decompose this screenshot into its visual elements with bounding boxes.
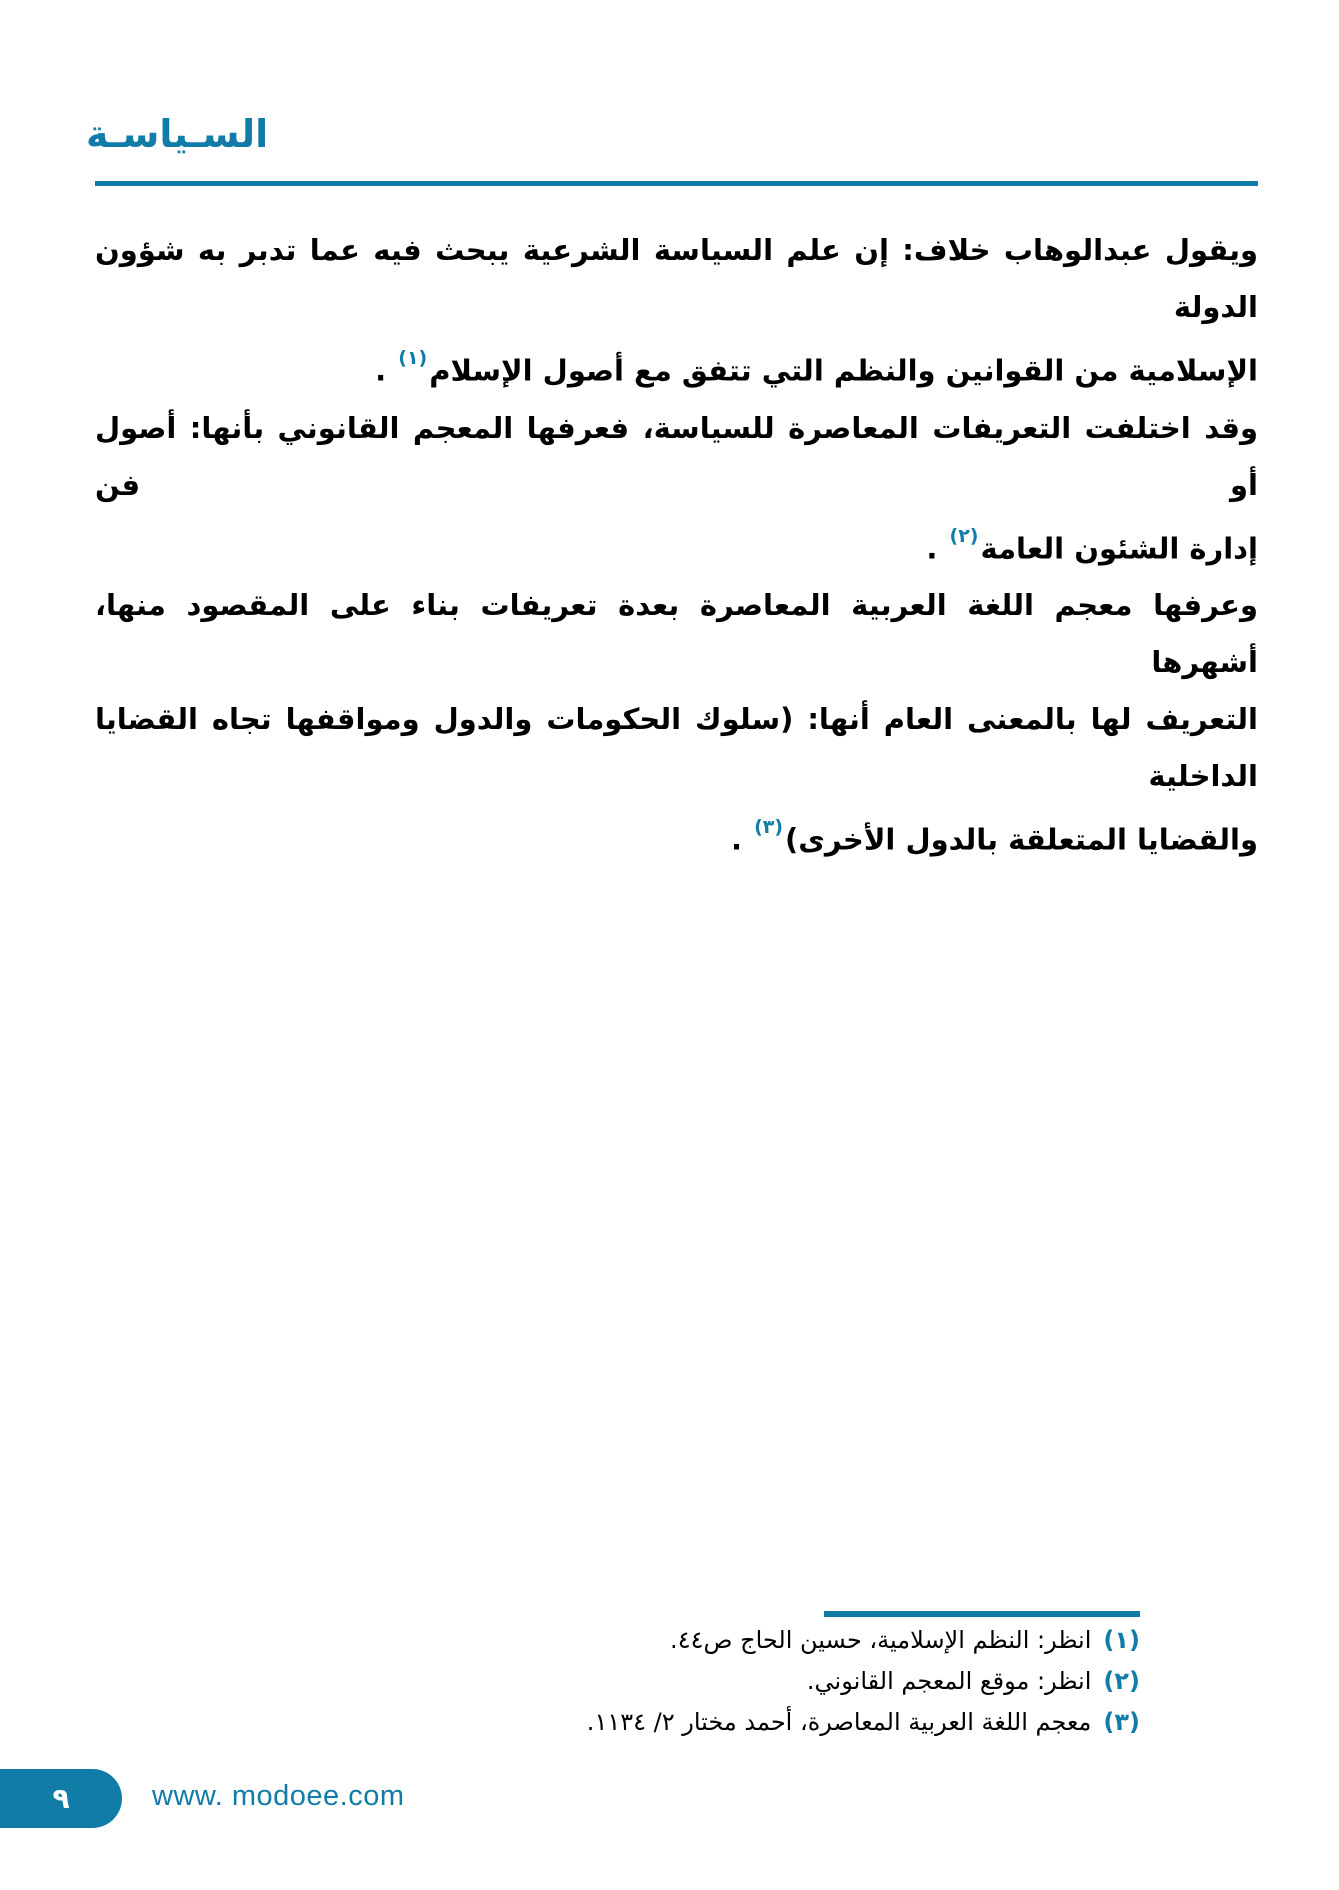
paragraph-text: إدارة الشئون العامة	[980, 531, 1258, 566]
paragraph-line: ويقول عبدالوهاب خلاف: إن علم السياسة الشرعية يبحث فيه عما تدبر به شؤون الدولة	[95, 233, 1258, 324]
site-url[interactable]: www. modoee.com	[152, 1780, 405, 1812]
footnote-item	[250, 1620, 1140, 1661]
footnote-ref-3: (٣)	[754, 816, 784, 839]
paragraph-text: والقضايا المتعلقة بالدول الأخرى)	[785, 822, 1258, 857]
paragraph-text: الإسلامية من القوانين والنظم التي تتفق مع أصول الإسلام	[429, 353, 1258, 388]
sentence-period: .	[375, 353, 397, 388]
footnote-item	[250, 1661, 1140, 1702]
footnotes	[250, 1620, 1140, 1743]
paragraph-line	[95, 514, 1258, 578]
page-title: السـياسـة	[86, 112, 269, 156]
footnote-marker: (٢)	[1103, 1667, 1140, 1695]
header-rule	[95, 181, 1258, 186]
sentence-period: .	[730, 822, 753, 857]
footnote-item	[250, 1702, 1140, 1743]
paragraph-line	[95, 805, 1258, 869]
page-footer	[0, 1760, 1339, 1840]
footnote-separator	[824, 1611, 1140, 1617]
paragraph-line: وقد اختلفت التعريفات المعاصرة للسياسة، فعرفها المعجم القانوني بأنها: أصول أو فن	[95, 410, 1258, 502]
page-number: ٩	[52, 1782, 70, 1815]
paragraph-line: التعريف لها بالمعنى العام أنها: (سلوك الحكومات والدول ومواقفها تجاه القضايا الداخلية	[95, 702, 1258, 794]
paragraph-line: وعرفها معجم اللغة العربية المعاصرة بعدة تعريفات بناء على المقصود منها، أشهرها	[95, 588, 1258, 680]
paragraph-line	[95, 336, 1258, 400]
footnote-marker: (١)	[1103, 1626, 1140, 1654]
sentence-period: .	[926, 531, 948, 566]
footnote-text: انظر: موقع المعجم القانوني.	[806, 1667, 1092, 1695]
page-number-badge	[0, 1769, 122, 1828]
footnote-ref-1: (١)	[398, 347, 428, 369]
body-text	[95, 222, 1258, 869]
footnote-ref-2: (٢)	[949, 524, 979, 547]
footnote-text: معجم اللغة العربية المعاصرة، أحمد مختار ٢/ ١١٣٤.	[586, 1708, 1092, 1736]
footnote-text: انظر: النظم الإسلامية، حسين الحاج ص٤٤.	[670, 1626, 1092, 1654]
footnote-marker: (٣)	[1103, 1708, 1140, 1736]
